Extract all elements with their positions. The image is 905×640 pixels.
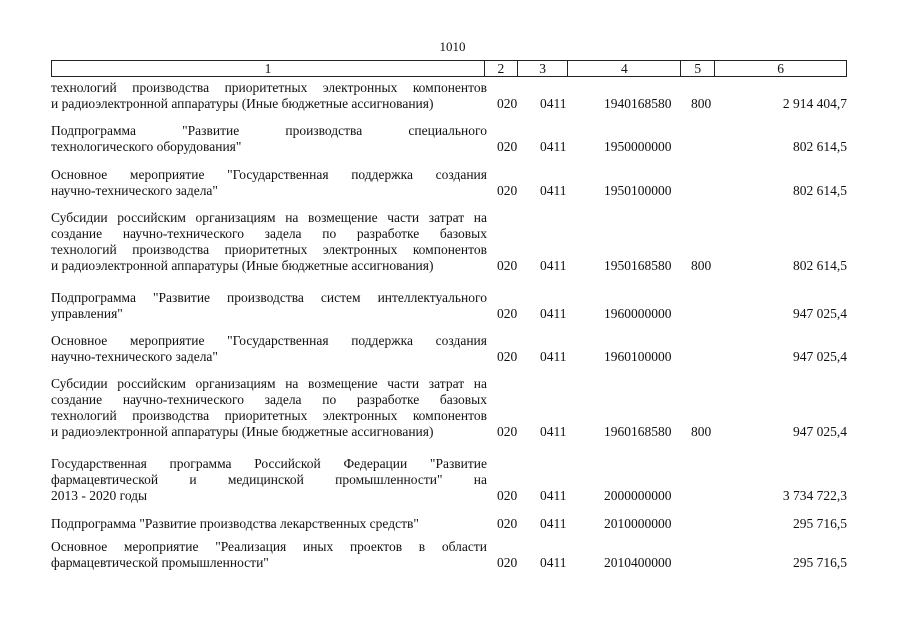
- description-line: научно-технического задела": [51, 183, 218, 198]
- target-item-code: 1950100000: [604, 183, 672, 198]
- table-row: [51, 123, 851, 155]
- row-description: [51, 539, 487, 571]
- target-item-code: 2000000000: [604, 488, 672, 503]
- amount: 295 716,5: [793, 516, 847, 531]
- description-line: Субсидии российским организациям на возмещение части затрат на: [51, 210, 487, 225]
- section-code: 020: [497, 349, 518, 364]
- row-description: [51, 516, 487, 532]
- table-row: [51, 210, 851, 274]
- description-line: 2013 - 2020 годы: [51, 488, 148, 503]
- section-code: 020: [497, 424, 518, 439]
- section-code: 020: [497, 306, 518, 321]
- description-line: Субсидии российским организациям на возмещение части затрат на: [51, 376, 487, 391]
- column-header-3: 3: [517, 61, 568, 77]
- subsection-code: 0411: [540, 488, 567, 503]
- description-line: фармацевтической промышленности": [51, 555, 269, 570]
- table-row: [51, 80, 851, 112]
- subsection-code: 0411: [540, 516, 567, 531]
- description-line: технологий производства приоритетных электронных компонентов: [51, 80, 487, 95]
- expense-type-code: 800: [691, 96, 712, 111]
- subsection-code: 0411: [540, 555, 567, 570]
- section-code: 020: [497, 555, 518, 570]
- amount: 802 614,5: [793, 258, 847, 273]
- amount: 947 025,4: [793, 424, 847, 439]
- table-row: [51, 290, 851, 322]
- description-line: создание научно-технического задела по разработке базовых: [51, 392, 487, 407]
- section-code: 020: [497, 488, 518, 503]
- subsection-code: 0411: [540, 349, 567, 364]
- description-line: Основное мероприятие "Государственная поддержка создания: [51, 333, 487, 348]
- column-header-2: 2: [485, 61, 518, 77]
- section-code: 020: [497, 183, 518, 198]
- table-row: [51, 516, 851, 532]
- description-line: управления": [51, 306, 123, 321]
- page-number: 1010: [439, 39, 466, 54]
- target-item-code: 1950000000: [604, 139, 672, 154]
- description-line: создание научно-технического задела по разработке базовых: [51, 226, 487, 241]
- row-description: [51, 290, 487, 322]
- description-line: Подпрограмма "Развитие производства лекарственных средств": [51, 516, 419, 531]
- description-line: технологического оборудования": [51, 139, 242, 154]
- amount: 947 025,4: [793, 306, 847, 321]
- row-description: [51, 376, 487, 440]
- description-line: и радиоэлектронной аппаратуры (Иные бюджетные ассигнования): [51, 258, 434, 273]
- description-line: и радиоэлектронной аппаратуры (Иные бюджетные ассигнования): [51, 96, 434, 111]
- section-code: 020: [497, 258, 518, 273]
- description-line: Подпрограмма "Развитие производства систем интеллектуального: [51, 290, 487, 305]
- description-line: Основное мероприятие "Реализация иных проектов в области: [51, 539, 487, 554]
- description-line: технологий производства приоритетных электронных компонентов: [51, 242, 487, 257]
- amount: 3 734 722,3: [782, 488, 847, 503]
- table-row: [51, 456, 851, 504]
- amount: 947 025,4: [793, 349, 847, 364]
- description-line: Основное мероприятие "Государственная поддержка создания: [51, 167, 487, 182]
- target-item-code: 1960000000: [604, 306, 672, 321]
- expense-type-code: 800: [691, 424, 712, 439]
- description-line: Государственная программа Российской Федерации "Развитие: [51, 456, 487, 471]
- table-row: [51, 333, 851, 365]
- target-item-code: 2010400000: [604, 555, 672, 570]
- row-description: [51, 80, 487, 112]
- row-description: [51, 167, 487, 199]
- section-code: 020: [497, 96, 518, 111]
- amount: 295 716,5: [793, 555, 847, 570]
- amount: 2 914 404,7: [782, 96, 847, 111]
- target-item-code: 2010000000: [604, 516, 672, 531]
- table-row: [51, 539, 851, 571]
- subsection-code: 0411: [540, 424, 567, 439]
- description-line: технологий производства приоритетных электронных компонентов: [51, 408, 487, 423]
- row-description: [51, 123, 487, 155]
- column-header-row: [51, 60, 847, 77]
- target-item-code: 1940168580: [604, 96, 672, 111]
- row-description: [51, 333, 487, 365]
- column-header-6: 6: [715, 61, 847, 77]
- table-row: [51, 376, 851, 440]
- column-header-5: 5: [681, 61, 715, 77]
- target-item-code: 1960168580: [604, 424, 672, 439]
- subsection-code: 0411: [540, 306, 567, 321]
- amount: 802 614,5: [793, 183, 847, 198]
- expense-type-code: 800: [691, 258, 712, 273]
- target-item-code: 1950168580: [604, 258, 672, 273]
- table-row: [51, 167, 851, 199]
- row-description: [51, 210, 487, 274]
- description-line: фармацевтической и медицинской промышленности" на: [51, 472, 487, 487]
- column-header-1: 1: [52, 61, 485, 77]
- description-line: и радиоэлектронной аппаратуры (Иные бюджетные ассигнования): [51, 424, 434, 439]
- description-line: научно-технического задела": [51, 349, 218, 364]
- column-header-4: 4: [568, 61, 681, 77]
- description-line: Подпрограмма "Развитие производства специального: [51, 123, 487, 138]
- section-code: 020: [497, 139, 518, 154]
- subsection-code: 0411: [540, 258, 567, 273]
- subsection-code: 0411: [540, 96, 567, 111]
- amount: 802 614,5: [793, 139, 847, 154]
- subsection-code: 0411: [540, 139, 567, 154]
- subsection-code: 0411: [540, 183, 567, 198]
- target-item-code: 1960100000: [604, 349, 672, 364]
- section-code: 020: [497, 516, 518, 531]
- row-description: [51, 456, 487, 504]
